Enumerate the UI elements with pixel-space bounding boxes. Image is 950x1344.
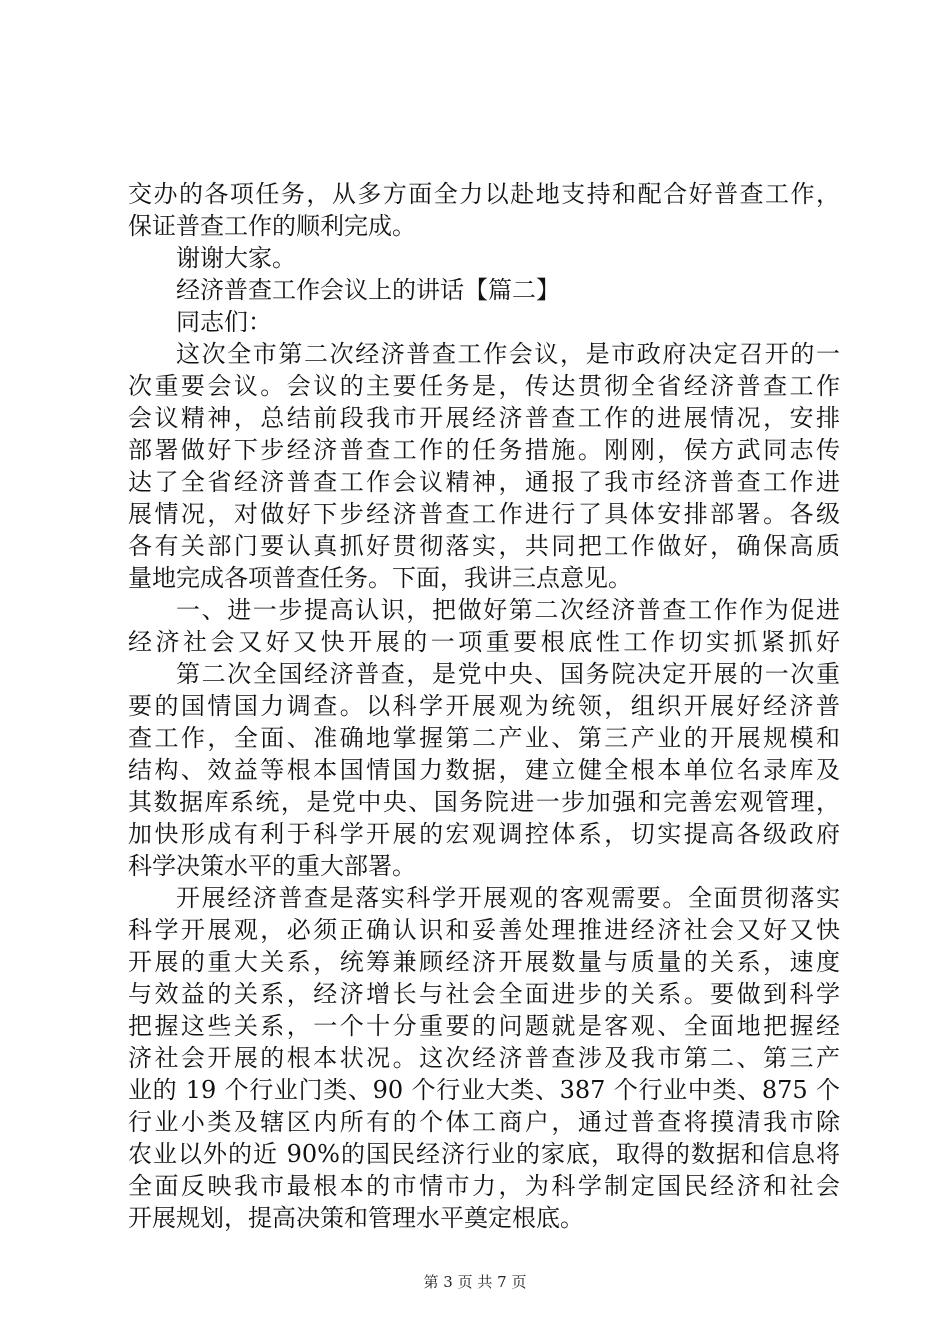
text-line: 要的国情国力调查。以科学开展观为统领，组织开展好经济普 (128, 692, 840, 720)
text-line: 保证普查工作的顺利完成。 (128, 212, 416, 240)
text-line: 经济社会又好又快开展的一项重要根底性工作切实抓紧抓好 (128, 628, 840, 656)
text-line: 量地完成各项普查任务。下面，我讲三点意见。 (128, 564, 632, 592)
text-line: 达了全省经济普查工作会议精神，通报了我市经济普查工作进 (128, 468, 840, 496)
text-line: 第二次全国经济普查，是党中央、国务院决定开展的一次重 (176, 660, 840, 688)
text-line: 业的 19 个行业门类、90 个行业大类、387 个行业中类、875 个 (128, 1076, 840, 1104)
text-line: 把握这些关系，一个十分重要的问题就是客观、全面地把握经 (128, 1012, 840, 1040)
page-footer: 第 3 页 共 7 页 (423, 1273, 527, 1291)
text-line: 各有关部门要认真抓好贯彻落实，共同把工作做好，确保高质 (128, 532, 840, 560)
text-line: 科学决策水平的重大部署。 (128, 852, 416, 880)
text-line: 经济普查工作会议上的讲话【篇二】 (176, 276, 560, 304)
text-line: 一、进一步提高认识，把做好第二次经济普查工作作为促进 (176, 596, 840, 624)
text-line: 查工作，全面、准确地掌握第二产业、第三产业的开展规模和 (128, 724, 840, 752)
text-line: 会议精神，总结前段我市开展经济普查工作的进展情况，安排 (128, 404, 840, 432)
text-line: 其数据库系统，是党中央、国务院进一步加强和完善宏观管理， (128, 788, 840, 816)
text-line: 科学开展观，必须正确认识和妥善处理推进经济社会又好又快 (128, 916, 840, 944)
text-line: 展情况，对做好下步经济普查工作进行了具体安排部署。各级 (128, 500, 840, 528)
text-line: 开展的重大关系，统筹兼顾经济开展数量与质量的关系，速度 (128, 948, 840, 976)
text-line: 同志们： (176, 308, 272, 336)
text-line: 与效益的关系，经济增长与社会全面进步的关系。要做到科学 (128, 980, 840, 1008)
text-line: 部署做好下步经济普查工作的任务措施。刚刚，侯方武同志传 (128, 436, 840, 464)
text-line: 结构、效益等根本国情国力数据，建立健全根本单位名录库及 (128, 756, 840, 784)
text-line: 这次全市第二次经济普查工作会议，是市政府决定召开的一 (176, 340, 840, 368)
text-line: 济社会开展的根本状况。这次经济普查涉及我市第二、第三产 (128, 1044, 840, 1072)
text-line: 加快形成有利于科学开展的宏观调控体系，切实提高各级政府 (128, 820, 840, 848)
text-line: 开展规划，提高决策和管理水平奠定根底。 (128, 1204, 584, 1232)
text-line: 全面反映我市最根本的市情市力，为科学制定国民经济和社会 (128, 1172, 840, 1200)
text-line: 谢谢大家。 (176, 244, 296, 272)
body-text (128, 178, 840, 1234)
text-line: 农业以外的近 90%的国民经济行业的家底，取得的数据和信息将 (128, 1140, 840, 1168)
text-line: 开展经济普查是落实科学开展观的客观需要。全面贯彻落实 (176, 884, 840, 912)
text-line: 次重要会议。会议的主要任务是，传达贯彻全省经济普查工作 (128, 372, 840, 400)
text-line: 交办的各项任务，从多方面全力以赴地支持和配合好普查工作， (128, 180, 840, 208)
text-line: 行业小类及辖区内所有的个体工商户，通过普查将摸清我市除 (128, 1108, 840, 1136)
